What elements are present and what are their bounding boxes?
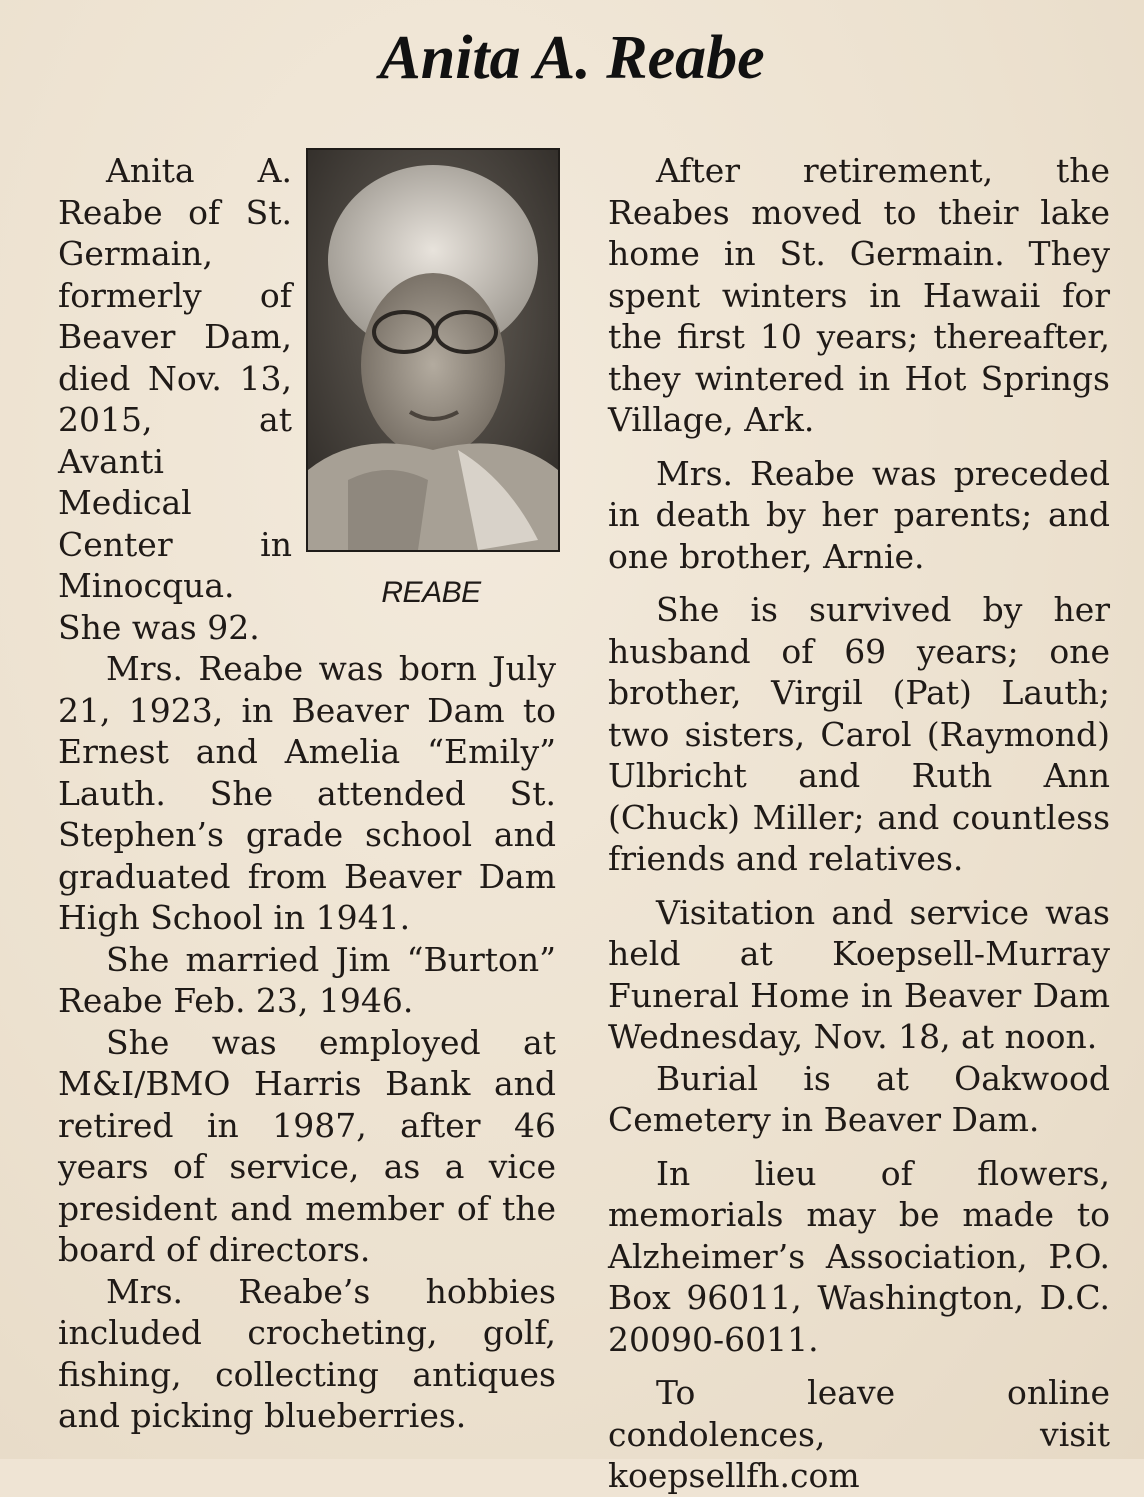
right-column	[608, 150, 1110, 1497]
paragraph-burial: Burial is at Oakwood Cemetery in Beaver Dam.	[608, 1058, 1110, 1139]
left-column	[58, 150, 556, 1437]
paragraph-survived: She is survived by her husband of 69 years; one brother, Virgil (Pat) Lauth; two sisters, Carol (Raymond) Ulbricht and Ruth Ann (Chuck) Miller; and countless friends and relatives.	[608, 590, 1110, 878]
paragraph-memorials: In lieu of flowers, memorials may be made to Alzheimer’s Association, P.O. Box 96011, Washington, D.C. 20090-6011.	[608, 1153, 1110, 1359]
photo-caption: REABE	[381, 576, 481, 609]
paragraph-hobbies: Mrs. Reabe’s hobbies included crocheting, golf, fishing, collecting antiques and picking blueberries.	[58, 1271, 556, 1435]
obituary-title: Anita A. Reabe	[379, 24, 765, 92]
portrait-image	[308, 150, 558, 550]
paragraph-marriage: She married Jim “Burton” Reabe Feb. 23, 1946.	[58, 939, 556, 1020]
paragraph-preceded: Mrs. Reabe was preceded in death by her parents; and one brother, Arnie.	[608, 453, 1110, 576]
paragraph-employment: She was employed at M&I/BMO Harris Bank and retired in 1987, after 46 years of service, as a vice president and member of the board of directors.	[58, 1022, 556, 1269]
paragraph-birth: Mrs. Reabe was born July 21, 1923, in Beaver Dam to Ernest and Amelia “Emily” Lauth. She attended St. Stephen’s grade school and graduated from Beaver Dam High School in 1941.	[58, 649, 556, 937]
paragraph-retirement: After retirement, the Reabes moved to their lake home in St. Germain. They spent winters in Hawaii for the first 10 years; thereafter, they wintered in Hot Springs Village, Ark.	[608, 151, 1110, 439]
paragraph-death-notice: Anita A. Reabe of St. Germain, formerly of Beaver Dam, died Nov. 13, 2015, at Avanti Medical Center in Minocqua. She was 92.	[58, 151, 292, 647]
paragraph-condolences: To leave online condolences, visit koepsellfh.com	[608, 1373, 1110, 1495]
photo-block	[306, 148, 564, 628]
portrait-photo	[306, 148, 560, 552]
paragraph-visitation: Visitation and service was held at Koepsell-Murray Funeral Home in Beaver Dam Wednesday, Nov. 18, at noon.	[608, 892, 1110, 1056]
